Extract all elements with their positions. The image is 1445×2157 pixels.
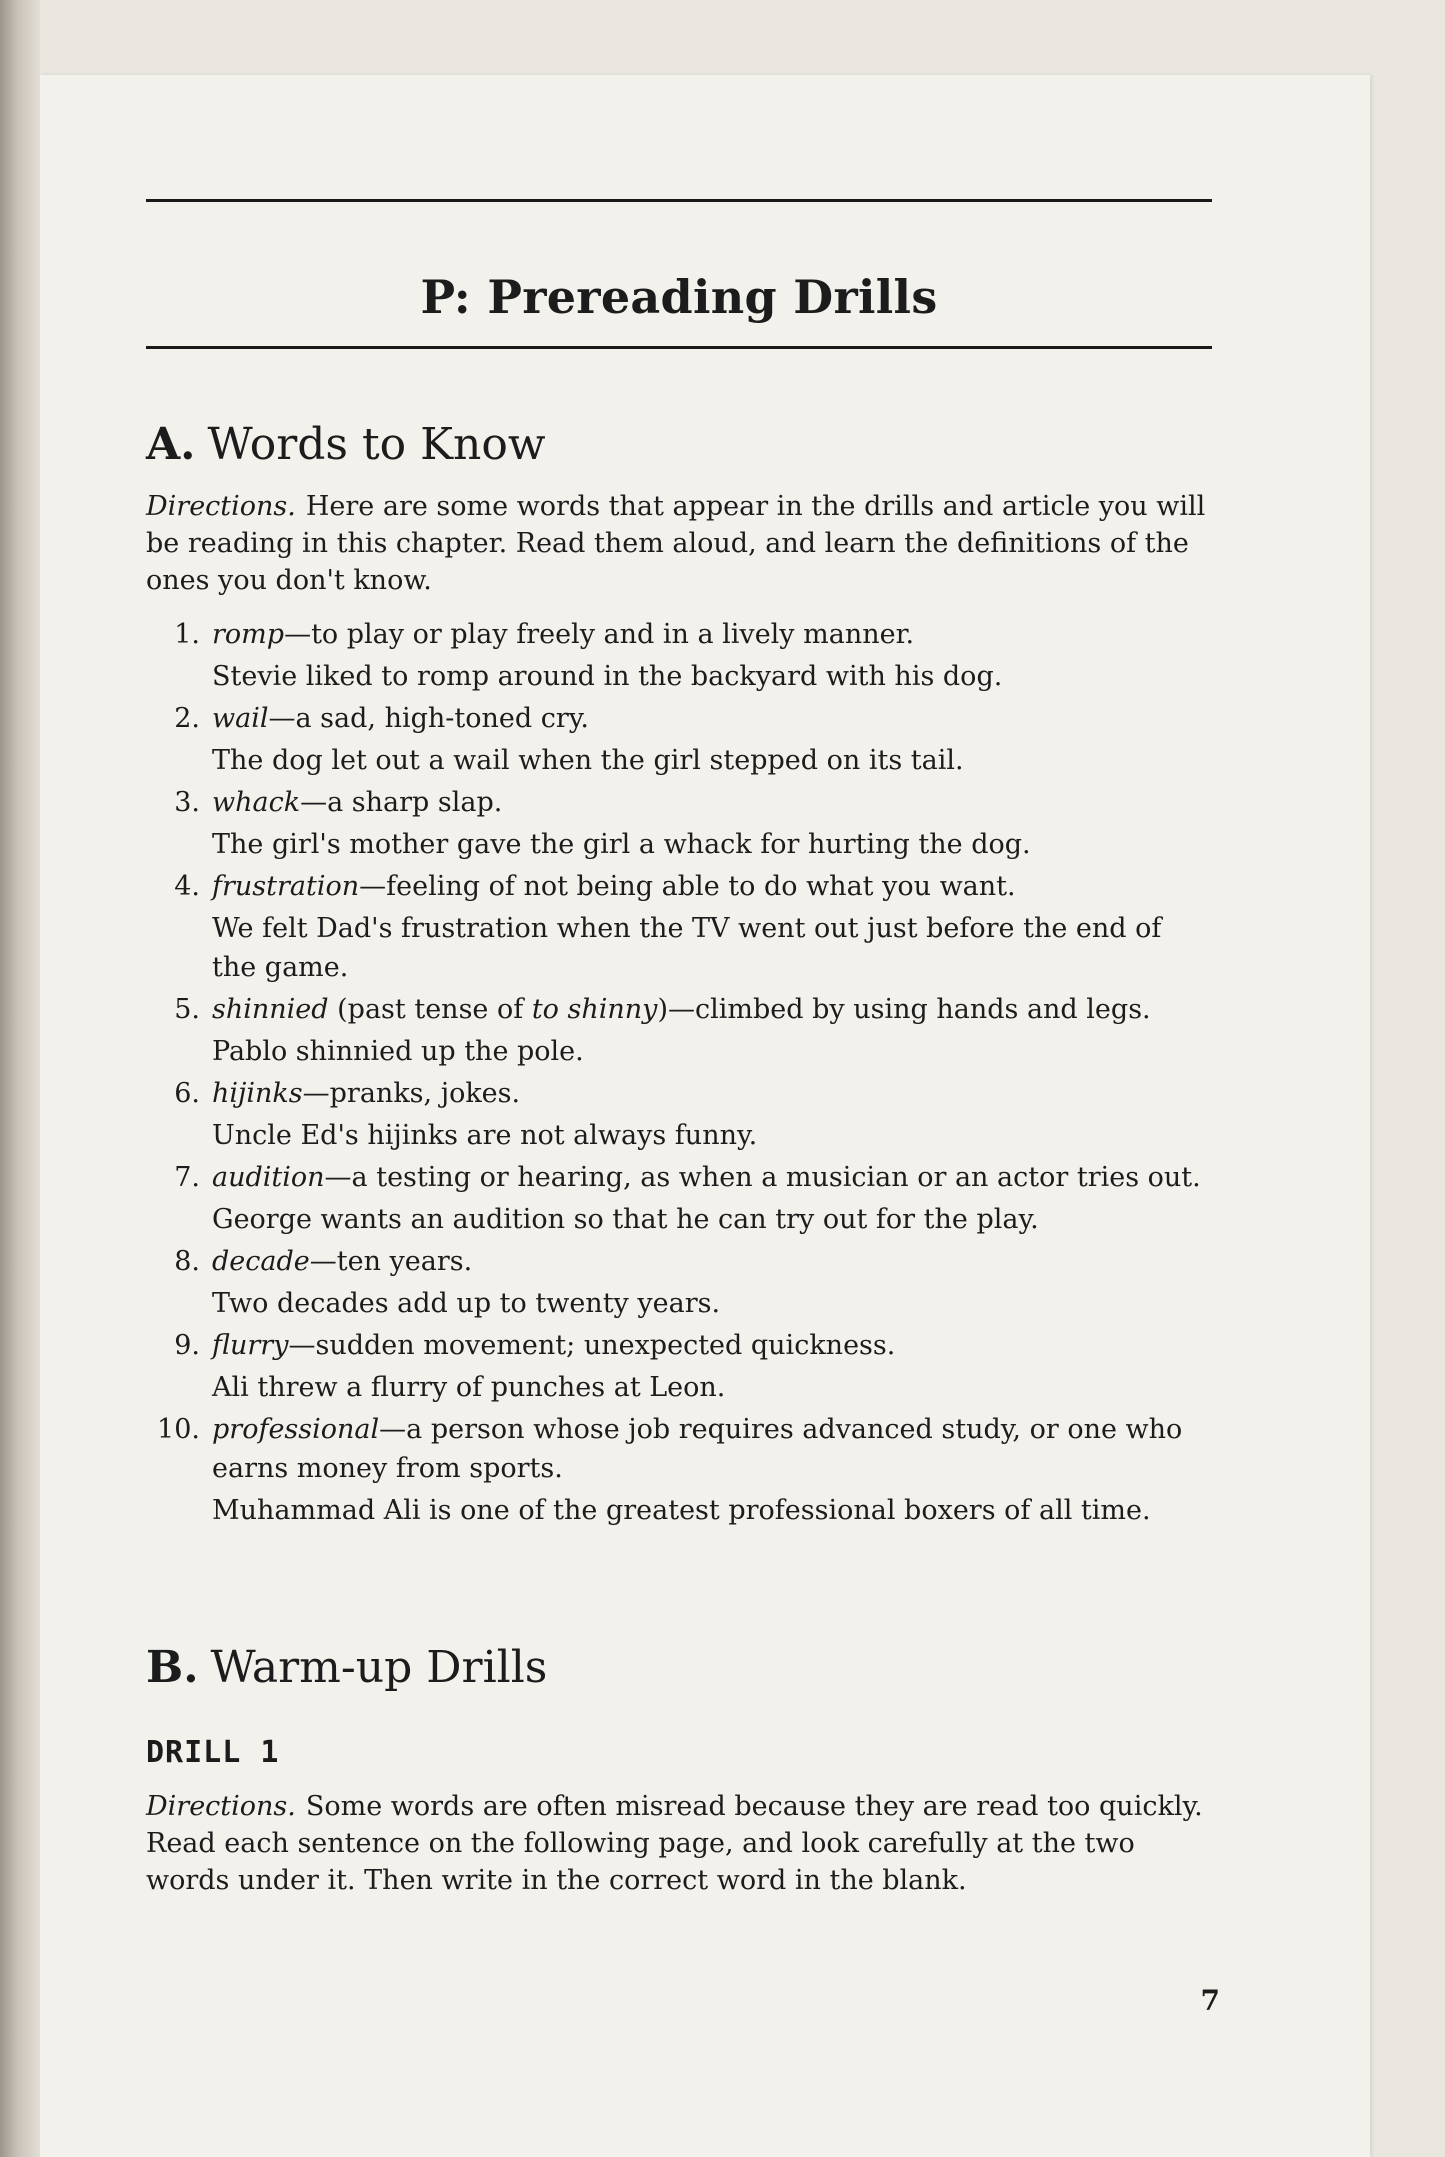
vocabulary-item — [146, 615, 1212, 696]
example-sentence: Ali threw a flurry of punches at Leon. — [212, 1372, 726, 1403]
drill-1-directions — [146, 1788, 1212, 1899]
vocabulary-term: whack — [212, 787, 301, 818]
vocabulary-definition: —feeling of not being able to do what you want. — [359, 871, 1016, 902]
vocabulary-term: decade — [212, 1246, 310, 1277]
directions-text: Here are some words that appear in the drills and article you will be reading in this chapter. Read them aloud, and learn the definitions of the ones you don't know. — [146, 491, 1206, 596]
vocabulary-term: professional — [212, 1414, 380, 1445]
item-number: 10. — [157, 1414, 200, 1445]
example-sentence: Stevie liked to romp around in the backyard with his dog. — [212, 661, 1003, 692]
vocabulary-item — [146, 1326, 1212, 1407]
vocabulary-definition: —a sharp slap. — [300, 787, 503, 818]
vocabulary-definition: —a testing or hearing, as when a musician or an actor tries out. — [324, 1162, 1201, 1193]
definition-italic-term: to shinny — [531, 994, 658, 1025]
item-number: 4. — [174, 871, 200, 902]
vocabulary-definition: —ten years. — [309, 1246, 473, 1277]
vocabulary-term: wail — [212, 703, 269, 734]
directions-text: Some words are often misread because they are read too quickly. Read each sentence on the following page, and look carefully at the two words under it. Then write in the correct word in the blank. — [146, 1791, 1203, 1896]
drill-1-heading: DRILL 1 — [146, 1735, 280, 1770]
example-sentence: George wants an audition so that he can try out for the play. — [212, 1204, 1039, 1235]
item-number: 7. — [174, 1162, 200, 1193]
directions-label: Directions. — [146, 491, 296, 522]
vocabulary-item — [146, 1410, 1212, 1530]
vocabulary-definition: )—climbed by using hands and legs. — [657, 994, 1151, 1025]
section-b-letter: B. — [146, 1642, 199, 1693]
vocabulary-term: romp — [212, 619, 285, 650]
vocabulary-definition: —pranks, jokes. — [302, 1078, 521, 1109]
vocabulary-item — [146, 867, 1212, 987]
vocabulary-term: shinnied — [212, 994, 329, 1025]
vocabulary-definition: —a person whose job requires advanced study, or one who earns money from sports. — [212, 1414, 1183, 1484]
example-sentence: The dog let out a wail when the girl stepped on its tail. — [212, 745, 964, 776]
vocabulary-item — [146, 1074, 1212, 1155]
example-sentence: Two decades add up to twenty years. — [212, 1288, 721, 1319]
example-sentence: Uncle Ed's hijinks are not always funny. — [212, 1120, 758, 1151]
item-number: 9. — [174, 1330, 200, 1361]
section-b-heading — [146, 1642, 1212, 1693]
vocabulary-term: hijinks — [212, 1078, 303, 1109]
vocabulary-item — [146, 783, 1212, 864]
vocabulary-term: frustration — [212, 871, 360, 902]
book-spine-shadow — [0, 0, 40, 2157]
item-number: 2. — [174, 703, 200, 734]
vocabulary-item — [146, 1242, 1212, 1323]
vocabulary-definition: —to play or play freely and in a lively manner. — [284, 619, 915, 650]
vocabulary-item — [146, 699, 1212, 780]
example-sentence: The girl's mother gave the girl a whack for hurting the dog. — [212, 829, 1031, 860]
vocabulary-term: flurry — [212, 1330, 289, 1361]
vocabulary-term: audition — [212, 1162, 325, 1193]
section-b-title: Warm-up Drills — [210, 1642, 548, 1693]
directions-label: Directions. — [146, 1791, 296, 1822]
page-number: 7 — [1200, 1984, 1220, 2017]
example-sentence: Pablo shinnied up the pole. — [212, 1036, 584, 1067]
example-sentence: We felt Dad's frustration when the TV went out just before the end of the game. — [212, 913, 1162, 983]
section-a-title: Words to Know — [207, 419, 546, 470]
vocabulary-item — [146, 1158, 1212, 1239]
top-rule — [146, 199, 1212, 202]
item-number: 1. — [174, 619, 200, 650]
vocabulary-list — [146, 615, 1212, 1530]
chapter-title: P: Prereading Drills — [420, 270, 938, 324]
section-a-letter: A. — [146, 419, 196, 470]
vocabulary-definition: —a sad, high-toned cry. — [268, 703, 590, 734]
book-page — [40, 75, 1370, 2157]
section-a-directions — [146, 488, 1212, 599]
item-number: 5. — [174, 994, 200, 1025]
vocabulary-definition: —sudden movement; unexpected quickness. — [288, 1330, 896, 1361]
item-number: 8. — [174, 1246, 200, 1277]
example-sentence: Muhammad Ali is one of the greatest professional boxers of all time. — [212, 1495, 1151, 1526]
title-rule — [146, 346, 1212, 349]
vocabulary-item — [146, 990, 1212, 1071]
item-number: 3. — [174, 787, 200, 818]
definition-prefix: (past tense of — [328, 994, 532, 1025]
section-a-heading — [146, 419, 1212, 470]
item-number: 6. — [174, 1078, 200, 1109]
page-content — [146, 199, 1212, 1899]
